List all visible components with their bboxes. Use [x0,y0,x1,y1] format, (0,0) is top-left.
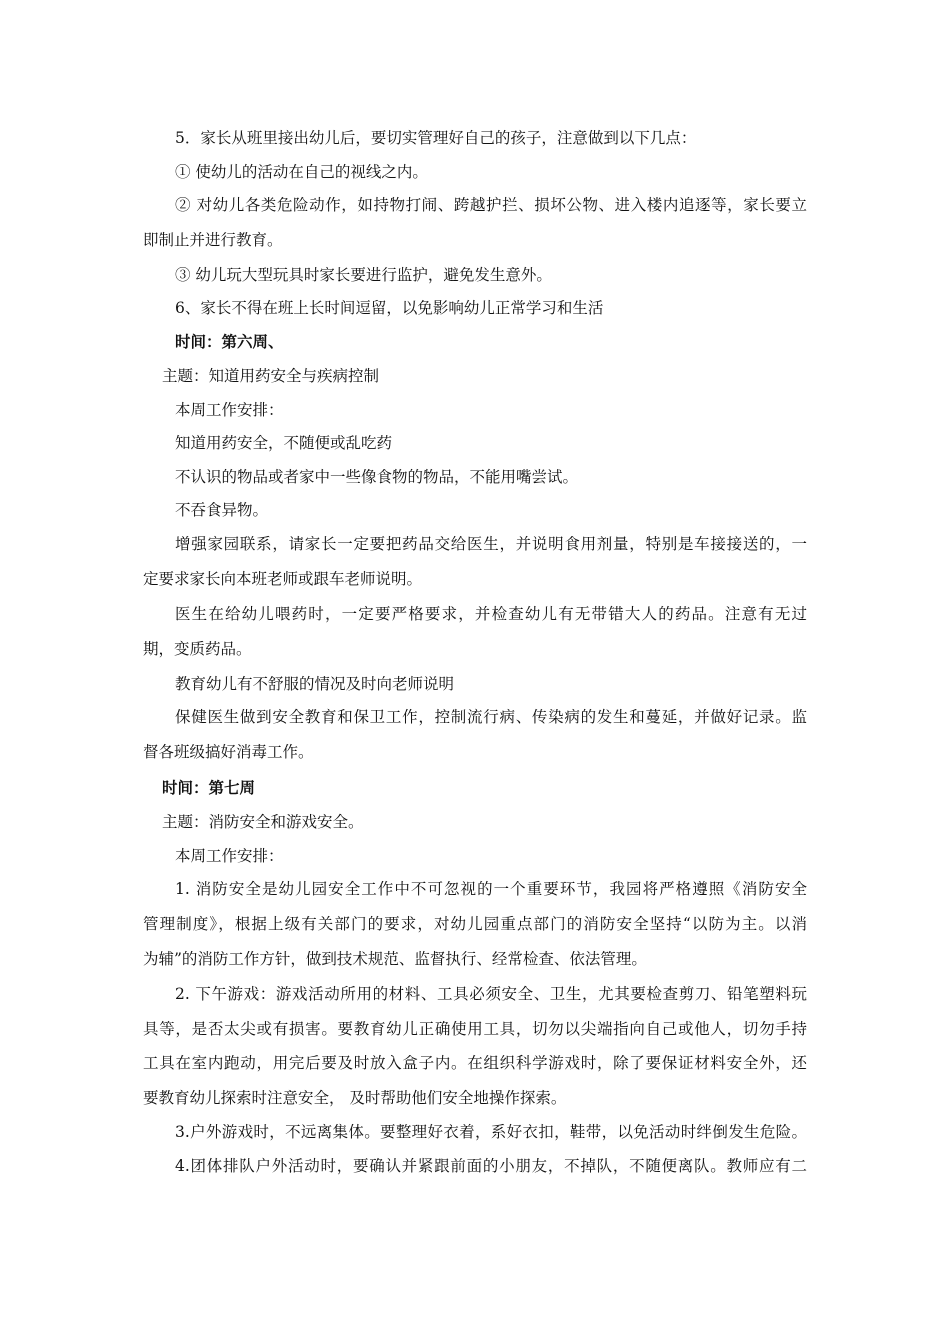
schedule-label: 本周工作安排： [175,847,284,865]
paragraph-line: 保健医生做到安全教育和保卫工作，控制流行病、传染病的发生和蔓延，并做好记录。监 [175,708,807,726]
paragraph-line: 期，变质药品。 [143,640,252,658]
paragraph-line: 1. 消防安全是幼儿园安全工作中不可忽视的一个重要环节，我园将严格遵照《消防安全 [175,880,807,898]
paragraph-line: 要教育幼儿探索时注意安全， 及时帮助他们安全地操作探索。 [143,1089,567,1107]
paragraph-line: 工具在室内跑动，用完后要及时放入盒子内。在组织科学游戏时，除了要保证材料安全外，还 [143,1054,807,1072]
paragraph-line: ② 对幼儿各类危险动作，如持物打闹、跨越护拦、损坏公物、进入楼内追逐等，家长要立 [175,196,807,214]
paragraph-line: 教育幼儿有不舒服的情况及时向老师说明 [175,675,455,693]
paragraph-line: 6、家长不得在班上长时间逗留，以免影响幼儿正常学习和生活 [175,299,604,317]
paragraph-line: 管理制度》，根据上级有关部门的要求，对幼儿园重点部门的消防安全坚持“以防为主。以消 [143,915,807,933]
paragraph-line: 4.团体排队户外活动时，要确认并紧跟前面的小朋友，不掉队，不随便离队。教师应有二 [175,1157,807,1175]
paragraph-line: ① 使幼儿的活动在自己的视线之内。 [175,163,428,181]
paragraph-line: 即制止并进行教育。 [143,231,283,249]
schedule-label: 本周工作安排： [175,401,284,419]
section-heading-week-seven: 时间：第七周 [162,778,256,797]
section-heading-week-six: 时间：第六周、 [175,332,284,351]
paragraph-line: 具等，是否太尖或有损害。要教育幼儿正确使用工具，切勿以尖端指向自己或他人，切勿手持 [143,1020,807,1038]
theme-line: 主题：知道用药安全与疾病控制 [162,367,380,385]
paragraph-line: 2. 下午游戏：游戏活动所用的材料、工具必须安全、卫生，尤其要检查剪刀、铅笔塑料玩 [175,985,807,1003]
theme-line: 主题：消防安全和游戏安全。 [162,813,364,831]
paragraph-line: 5．家长从班里接出幼儿后，要切实管理好自己的孩子，注意做到以下几点： [175,129,697,147]
paragraph-line: 定要求家长向本班老师或跟车老师说明。 [143,570,423,588]
paragraph-line: 不认识的物品或者家中一些像食物的物品，不能用嘴尝试。 [175,468,579,486]
paragraph-line: 督各班级搞好消毒工作。 [143,743,314,761]
paragraph-line: 医生在给幼儿喂药时，一定要严格要求，并检查幼儿有无带错大人的药品。注意有无过 [175,605,807,623]
paragraph-line: 知道用药安全，不随便或乱吃药 [175,434,393,452]
paragraph-line: 不吞食异物。 [175,501,269,519]
paragraph-line: ③ 幼儿玩大型玩具时家长要进行监护，避免发生意外。 [175,266,552,284]
paragraph-line: 3.户外游戏时，不远离集体。要整理好衣着，系好衣扣，鞋带，以免活动时绊倒发生危险。 [175,1123,807,1141]
paragraph-line: 为辅”的消防工作方针，做到技术规范、监督执行、经常检查、依法管理。 [143,950,647,968]
paragraph-line: 增强家园联系，请家长一定要把药品交给医生，并说明食用剂量，特别是车接接送的，一 [175,535,807,553]
